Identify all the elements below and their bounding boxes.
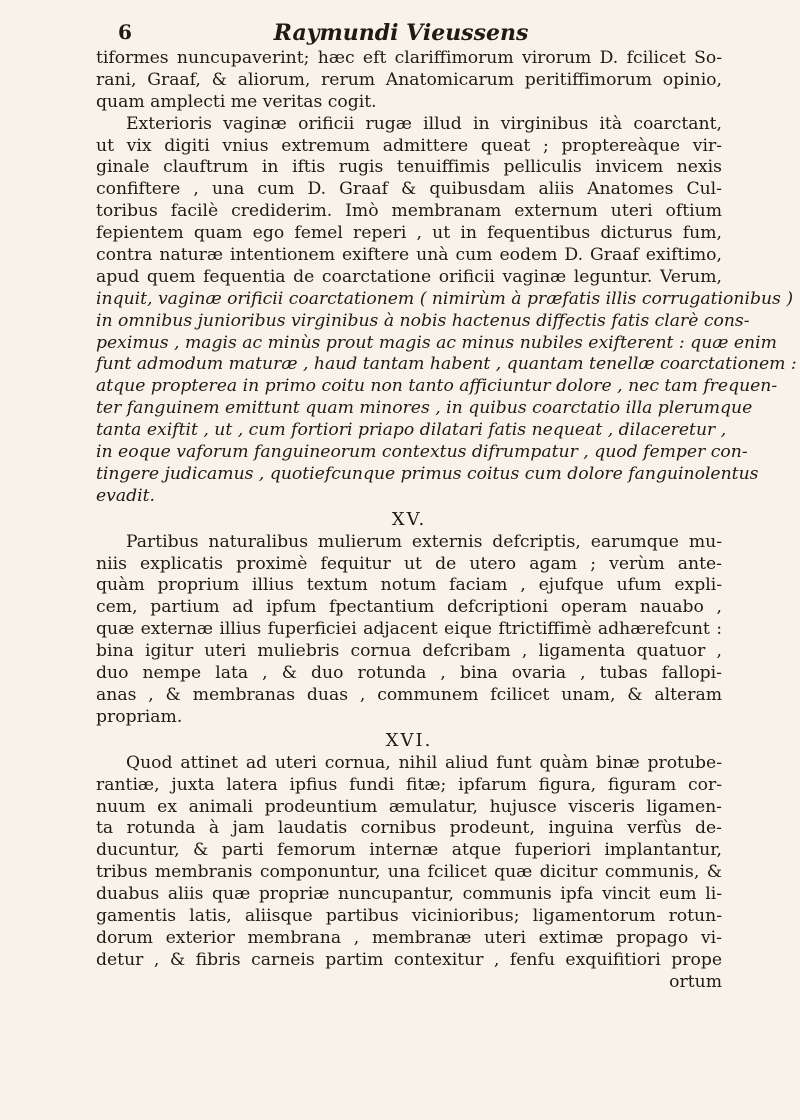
page-number: 6 — [118, 20, 132, 44]
text-line: ginale clauftrum in iftis rugis tenuiffimis pelliculis invicem nexis — [96, 157, 722, 178]
catchword: ortum — [669, 971, 722, 992]
text-line: bina igitur uteri muliebris cornua defcribam , ligamenta quatuor , — [96, 641, 722, 662]
text-line: gamentis latis, aliisque partibus vicinioribus; ligamentorum rotun- — [96, 905, 722, 926]
text-line: tribus membranis componuntur, una fcilicet quæ dicitur communis, & — [96, 862, 722, 883]
text-line: dorum exterior membrana , membranæ uteri extimæ propago vi- — [96, 927, 722, 948]
quote-line: in eoque vaforum fanguineorum contextus difrumpatur , quod femper con- — [96, 442, 748, 463]
quote-line: tanta exiftit , ut , cum fortiori priapo dilatari fatis nequeat , dilaceretur , — [96, 420, 727, 441]
quote-line: peximus , magis ac minùs prout magis ac minus nubiles exifterent : quæ enim — [96, 332, 777, 353]
book-page — [96, 0, 797, 1120]
text-line: rantiæ, juxta latera ipfius fundi fitæ; ipfarum figura, figuram cor- — [96, 774, 722, 795]
text-line: propriam. — [96, 706, 183, 727]
quote-line: evadit. — [96, 485, 155, 506]
text-line: fepientem quam ego femel reperi , ut in fequentibus dicturus fum, — [96, 223, 722, 244]
quote-line: in omnibus junioribus virginibus à nobis hactenus diffectis fatis clarè cons- — [96, 310, 750, 331]
text-line: quam amplecti me veritas cogit. — [96, 91, 377, 112]
text-line: cem, partium ad ipfum fpectantium defcriptioni operam nauabo , — [96, 597, 722, 618]
text-line: tiformes nuncupaverint; hæc eft clariffimorum virorum D. fcilicet So- — [96, 48, 722, 68]
text-line: niis explicatis proximè fequitur ut de utero agam ; verùm ante- — [96, 553, 722, 574]
quote-line: tingere judicamus , quotiefcunque primus coitus cum dolore fanguinolentus — [96, 463, 759, 484]
quote-line: ter fanguinem emittunt quam minores , in quibus coarctatio illa plerumque — [96, 398, 753, 419]
quote-line: atque propterea in primo coitu non tanto afficiuntur dolore , nec tam frequen- — [96, 376, 778, 397]
text-line: ducuntur, & parti femorum internæ atque fuperiori implantantur, — [96, 840, 722, 861]
text-line: apud quem fequentia de coarctatione orificii vaginæ leguntur. Verum, — [96, 266, 722, 287]
text-line: nuum ex animali prodeuntium æmulatur, hujusce visceris ligamen- — [96, 796, 722, 817]
text-line: ut vix digiti vnius extremum admittere queat ; proptereàque vir- — [96, 135, 722, 156]
running-head: Raymundi Vieussens — [273, 20, 529, 46]
quote-line: inquit, vaginæ orificii coarctationem ( nimirùm à præfatis illis corrugationibus ) — [96, 288, 794, 309]
text-line: anas , & membranas duas , communem fcilicet unam, & alteram — [96, 684, 722, 705]
page-body — [96, 48, 797, 994]
text-line: ta rotunda à jam laudatis cornibus prodeunt, inguina verfùs de- — [96, 818, 722, 839]
text-line: contra naturæ intentionem exiftere unà cum eodem D. Graaf exiftimo, — [96, 245, 722, 266]
text-line: rani, Graaf, & aliorum, rerum Anatomicarum peritiffimorum opinio, — [96, 69, 722, 90]
section-heading-xv: XV. — [391, 508, 427, 530]
text-line: confiftere , una cum D. Graaf & quibusdam aliis Anatomes Cul- — [96, 179, 722, 200]
quote-line: funt admodum maturæ , haud tantam habent , quantam tenellæ coarctationem : — [96, 354, 797, 375]
text-line: Partibus naturalibus mulierum externis defcriptis, earumque mu- — [126, 531, 722, 552]
text-line: quæ externæ illius fuperficiei adjacent eique ftrictiffimè adhærefcunt : — [96, 619, 722, 640]
section-heading-xvi: XVI. — [385, 729, 433, 751]
text-line: duabus aliis quæ propriæ nuncupantur, communis ipfa vincit eum li- — [96, 884, 722, 905]
text-line: toribus facilè crediderim. Imò membranam externum uteri oftium — [96, 201, 722, 222]
text-line: detur , & fibris carneis partim contexitur , fenfu exquifitiori prope — [96, 949, 722, 970]
text-line: duo nempe lata , & duo rotunda , bina ovaria , tubas fallopi- — [96, 663, 722, 684]
text-line: Exterioris vaginæ orificii rugæ illud in virginibus ità coarctant, — [126, 113, 722, 134]
text-line: Quod attinet ad uteri cornua, nihil aliud funt quàm binæ protube- — [126, 752, 722, 773]
text-line: quàm proprium illius textum notum faciam , ejufque ufum expli- — [96, 575, 722, 596]
